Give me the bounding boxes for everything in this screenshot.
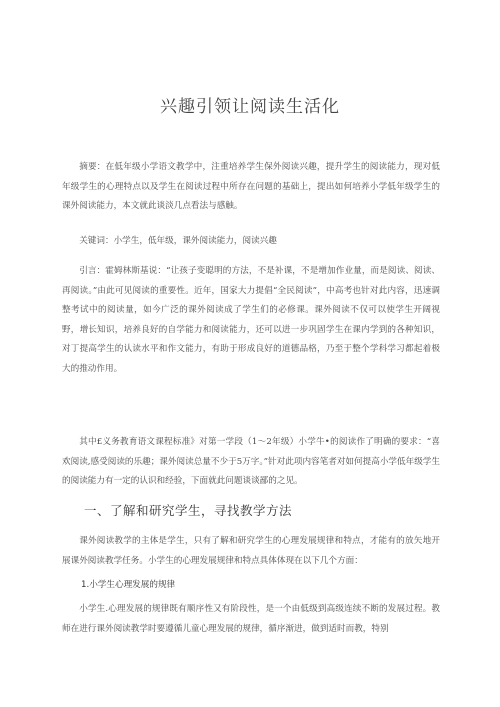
subsection-1-paragraph: 小学生.心理发展的规律既有顺序性又有阶段性，是一个由低级到高级连续不断的发展过程。教师在进行课外阅读教学时要遵循儿童心理发展的规律，循序渐进，做到适时而教，特别 (62, 604, 440, 634)
standard-paragraph: 其中£义务教育语文课程标准》对第一学段（1～2年级）小学牛•的阅读作了明确的要求：“喜欢阅读,感受阅读的乐趣；课外阅读总量不少于5万字。”针对此项内容笔者对如何提高小学低年级学生的阅读能力有一定的认识和经验，下面就此问题谈谈鄙的之见。 (62, 437, 440, 487)
section-1-paragraph: 课外阅读教学的主体是学生，只有了解和研究学生的心理发展规律和特点，才能有的放矢地开展课外阅读教学任务。小学生的心理发展规律和特点具体体现在以下几个方面： (62, 536, 440, 566)
keywords-paragraph: 关键词：小学生，低年级，课外阅读能力，阅读兴趣 (79, 236, 277, 246)
subsection-1-heading: 1.小学生心理发展的规律 (81, 580, 176, 590)
section-1-heading: 一、了解和研究学生，寻找教学方法 (84, 503, 293, 518)
intro-paragraph: 引言：霍姆林斯基说：“让孩子变聪明的方法，不是补课，不是增加作业量，而是阅读、阅读、再阅读。”由此可见阅读的重要性。近年，国家大力提倡“全民阅读”，中高考也针对此内容，迅速调整考试中的阅读量，如今广泛的课外阅读成了学生们的必修课。课外阅读不仅可以使学生开阔视野，增长知识，培养良好的自学能力和阅读能力，还可以进一步巩固学生在课内学到的各种知识，对丁提高学生的认读水平和作文能力，有助于形成良好的道德品格，乃至于整个学科学习都起着极大的推动作用。 (62, 266, 440, 374)
document-title: 兴趣引领让阅读生活化 (160, 97, 340, 117)
abstract-paragraph: 摘要：在低年级小学语文教学中，注重培养学生保外阅读兴趣，提升学生的阅读能力，现对低年级学生的心理特点以及学生在阅读过程中所存在问题的基础上，提出如何培养小学低年级学生的课外阅读能力，本文就此谈淡几点看法与感触。 (62, 162, 440, 212)
